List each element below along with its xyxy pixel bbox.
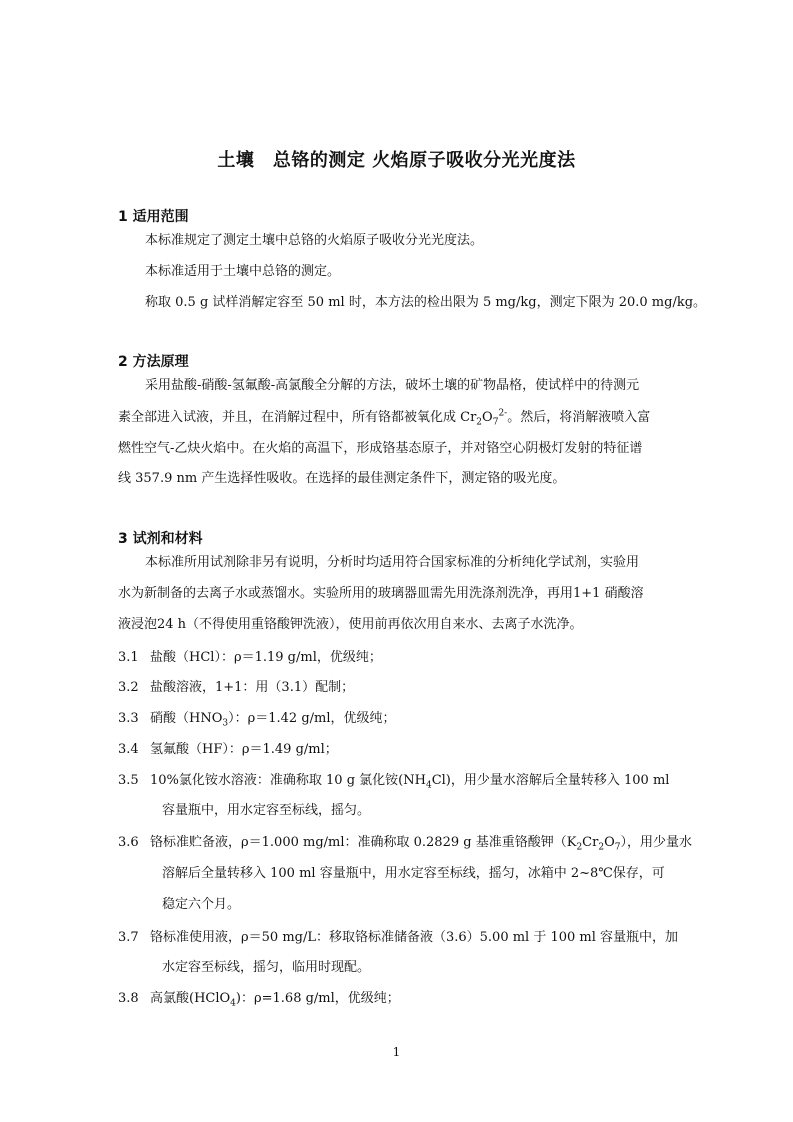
s3-line-1: 本标准所用试剂除非另有说明，分析时均适用符合国家标准的分析纯化学试剂，实验用 <box>145 555 640 570</box>
list-item: 铬标准使用液，ρ＝50 mg/L：移取铬标准储备液（3.6）5.00 ml 于 100 ml 容量瓶中，加 <box>150 930 679 945</box>
list-item: 硝酸$(HNO_3)$：ρ＝1.42 g/ml，优级纯； <box>150 711 396 729</box>
list-item: 高氯酸(HClO$_4$)：ρ=1.68 g/ml，优级纯； <box>150 991 400 1009</box>
s3-line-2: 水为新制备的去离子水或蒸馏水。实验所用的玻璃器皿需先用洗涤剂洗净，再用1+1 硝酸溶 <box>118 586 644 601</box>
item-number: 3.8 <box>118 991 139 1006</box>
s1-line-2: 本标准适用于土壤中总铬的测定。 <box>145 264 341 279</box>
s1-line-3: 称取 0.5 g 试样消解定容至 50 ml 时，本方法的检出限为 5 mg/kg，测定下限为 20.0 mg/kg。 <box>145 295 707 310</box>
item-number: 3.3 <box>118 711 139 726</box>
list-item-continuation: 水定容至标线，摇匀，临用时现配。 <box>162 960 371 975</box>
s3-line-3: 液浸泡24 h（不得使用重铬酸钾洗液），使用前再依次用自来水、去离子水洗净。 <box>118 617 583 632</box>
s1-line-1: 本标准规定了测定土壤中总铬的火焰原子吸收分光光度法。 <box>145 233 484 248</box>
document-title: 土壤 总铬的测定 火焰原子吸收分光光度法 <box>217 150 576 171</box>
list-item: 盐酸（HCl）：ρ＝1.19 g/ml，优级纯； <box>150 650 382 665</box>
list-item: 氢氟酸（HF）：ρ＝1.49 g/ml； <box>150 742 338 757</box>
s2-line-3: 燃性空气-乙炔火焰中。在火焰的高温下，形成铬基态原子，并对铬空心阴极灯发射的特征谱 <box>118 441 643 456</box>
item-number: 3.4 <box>118 742 139 757</box>
item-number: 3.6 <box>118 835 139 850</box>
s2-line-1: 采用盐酸-硝酸-氢氟酸-高氯酸全分解的方法，破坏土壤的矿物晶格，使试样中的待测元 <box>145 378 640 393</box>
section-2-heading: 2 方法原理 <box>118 354 189 370</box>
s2-line-4: 线 357.9 nm 产生选择性吸收。在选择的最佳测定条件下，测定铬的吸光度。 <box>118 471 566 486</box>
item-number: 3.2 <box>118 680 139 695</box>
list-item-continuation: 溶解后全量转移入 100 ml 容量瓶中，用水定容至标线，摇匀，冰箱中 2~8℃保存，可 <box>162 866 665 881</box>
item-number: 3.1 <box>118 650 139 665</box>
list-item: 铬标准贮备液，ρ＝1.000 mg/ml：准确称取 0.2829 g 基准重铬酸钾$(K_2Cr_2O_7)$，用少量水 <box>150 835 692 853</box>
item-number: 3.5 <box>118 773 139 788</box>
list-item: 盐酸溶液，1+1：用（3.1）配制； <box>150 680 355 695</box>
section-3-heading: 3 试剂和材料 <box>118 531 203 547</box>
item-number: 3.7 <box>118 930 139 945</box>
section-1-heading: 1 适用范围 <box>118 209 189 225</box>
list-item: 10%氯化铵水溶液：准确称取 10 g 氯化铵$(NH_4Cl)$，用少量水溶解后全量转移入 100 ml <box>150 773 670 791</box>
list-item-continuation: 稳定六个月。 <box>162 897 241 912</box>
s2-line-2: 素全部进入试液，并且，在消解过程中，所有铬都被氧化成 $Cr_2O_7^{2-}$。然后，将消解液喷入富 <box>118 408 651 428</box>
page-number: 1 <box>392 1045 401 1059</box>
list-item-continuation: 容量瓶中，用水定容至标线，摇匀。 <box>162 803 371 818</box>
